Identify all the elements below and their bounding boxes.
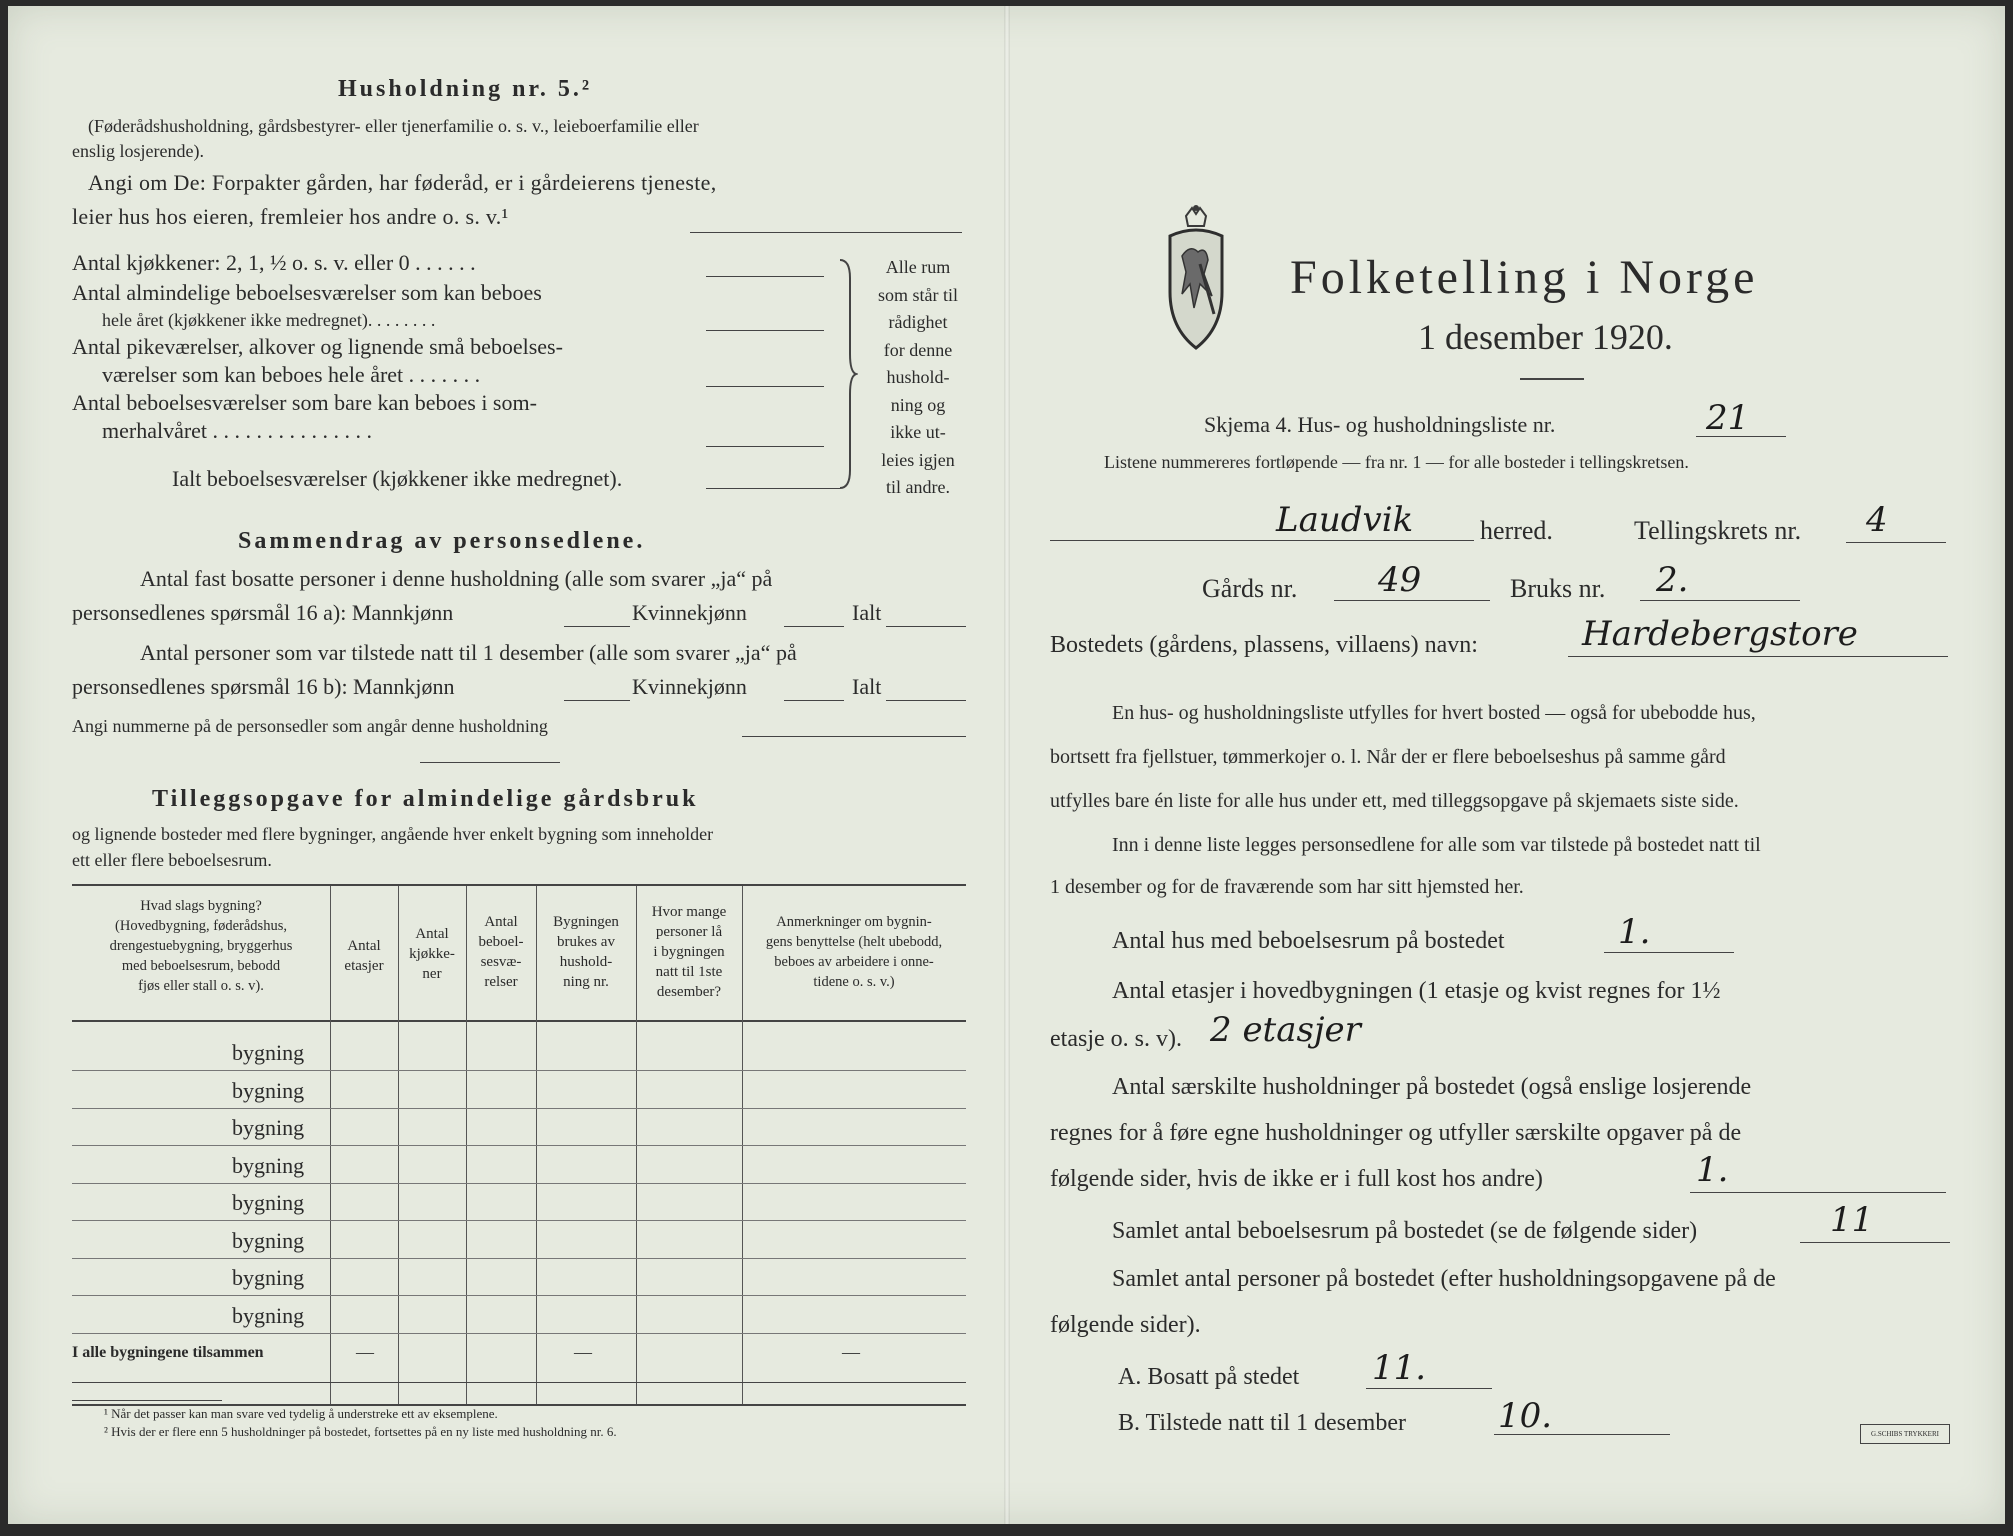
q-etasjer-2: etasje o. s. v). bbox=[1050, 1026, 1182, 1052]
table-header-border bbox=[72, 1020, 966, 1022]
summary-b-2: personsedlenes spørsmål 16 b): Mannkjønn bbox=[72, 674, 455, 699]
table-row-label: bygning bbox=[232, 1265, 305, 1290]
tillegg-1: og lignende bosteder med flere bygninger, angående hver enkelt bygning som inneholder bbox=[72, 824, 714, 844]
bostedet-value: Hardebergstore bbox=[1582, 614, 1858, 654]
table-row-label: bygning bbox=[232, 1227, 305, 1253]
table-row bbox=[72, 1295, 966, 1296]
col-header-personer: Hvor mange personer lå i bygningen natt til 1ste desember? bbox=[651, 904, 727, 1000]
col-header-bygning: Hvad slags bygning? (Hovedbygning, føderådshus, drengestuebygning, bryggerhus med beboelsesrum, bebodd fjøs eller stall o. s. v). bbox=[109, 898, 293, 994]
brace-note-line: til andre. bbox=[886, 477, 950, 497]
instr-3: utfylles bare én liste for alle hus under ett, med tilleggsopgave på skjemaets siste side. bbox=[1050, 790, 1739, 812]
table-row-label: bygning bbox=[232, 1190, 305, 1215]
col-header-husholdning: Bygningen brukes av hushold- ning nr. bbox=[553, 914, 619, 990]
title-rule bbox=[1520, 378, 1584, 380]
pike-line bbox=[706, 386, 824, 387]
brace-note-line: som står til bbox=[878, 284, 958, 305]
footnote-2: ² Hvis der er flere enn 5 husholdninger på bostedet, fortsettes på en ny liste med husholdning nr. 6. bbox=[104, 1424, 617, 1439]
col-header-etasjer: Antal etasjer bbox=[344, 938, 384, 974]
q-sarskilte-1: Antal særskilte husholdninger på bostedet (også enslige losjerende bbox=[1112, 1074, 1752, 1100]
q-hus-line bbox=[1604, 952, 1734, 953]
summary-b-1: Antal personer som var tilstede natt til 1 desember (alle som svarer „ja“ på bbox=[140, 640, 797, 665]
norway-coat-of-arms-icon bbox=[1164, 204, 1228, 352]
bruks-value: 2. bbox=[1656, 560, 1689, 600]
sum-b-mann-line bbox=[564, 700, 630, 701]
q-sarskilte-line bbox=[1690, 1192, 1946, 1193]
brace-note-line: ikke ut- bbox=[890, 422, 946, 442]
bostedet-line bbox=[1568, 656, 1948, 657]
q-etasjer-1: Antal etasjer i hovedbygningen (1 etasje og kvist regnes for 1½ bbox=[1112, 978, 1721, 1004]
divider bbox=[420, 762, 560, 763]
sum-a-mann-line bbox=[564, 626, 630, 627]
kjokkener-line bbox=[706, 276, 824, 277]
nummerne-line bbox=[742, 736, 966, 737]
q-personer-2: følgende sider). bbox=[1050, 1312, 1201, 1338]
table-row-label: bygning bbox=[232, 1302, 305, 1328]
ialt-label: Ialt beboelsesværelser (kjøkkener ikke medregnet). bbox=[172, 466, 623, 491]
brace-note-line: ning og bbox=[890, 394, 946, 415]
q-a-line bbox=[1366, 1388, 1492, 1389]
herred-value: Laudvik bbox=[1276, 500, 1414, 540]
table-top-border bbox=[72, 884, 966, 886]
gards-value: 49 bbox=[1378, 560, 1422, 600]
table-row bbox=[72, 1108, 966, 1109]
q-rum-value: 11 bbox=[1830, 1200, 1874, 1240]
listene-note: Listene nummereres fortløpende — fra nr. 1 — for alle bosteder i tellingskretsen. bbox=[1104, 452, 1689, 472]
total-dash: — bbox=[356, 1342, 374, 1362]
bostedet-label: Bostedets (gårdens, plassens, villaens) navn: bbox=[1050, 632, 1478, 658]
summary-a-1: Antal fast bosatte personer i denne husholdning (alle som svarer „ja“ på bbox=[140, 566, 773, 591]
sommer-line bbox=[706, 446, 824, 447]
summary-a-ialt: Ialt bbox=[852, 600, 882, 625]
table-row bbox=[72, 1145, 966, 1146]
q-rum-line bbox=[1800, 1242, 1950, 1243]
angi-line-2: leier hus hos eieren, fremleier hos andre o. s. v.¹ bbox=[72, 204, 509, 229]
q-rum-label: Samlet antal beboelsesrum på bostedet (se de følgende sider) bbox=[1112, 1218, 1698, 1244]
q-hus-value: 1. bbox=[1618, 912, 1651, 952]
gards-line bbox=[1334, 600, 1490, 601]
census-date: 1 desember 1920. bbox=[1418, 317, 1673, 357]
table-row-label: bygning bbox=[232, 1077, 305, 1103]
brace-icon bbox=[836, 258, 858, 490]
brace-note-line: rådighet bbox=[888, 312, 948, 332]
summary-b-ialt: Ialt bbox=[852, 674, 882, 699]
herred-label: herred. bbox=[1480, 516, 1553, 545]
total-dash: — bbox=[574, 1342, 592, 1362]
skjema-nr-line bbox=[1696, 436, 1786, 437]
household-note-2: enslig losjerende). bbox=[72, 141, 204, 161]
instr-2: bortsett fra fjellstuer, tømmerkojer o. l. Når der er flere beboelseshus på samme gård bbox=[1050, 746, 1726, 768]
summary-title: Sammendrag av personsedlene. bbox=[238, 528, 646, 554]
total-dash: — bbox=[842, 1342, 860, 1362]
skjema-nr-value: 21 bbox=[1706, 398, 1750, 438]
sum-a-ialt-line bbox=[886, 626, 966, 627]
bruks-label: Bruks nr. bbox=[1510, 574, 1606, 603]
table-row-label: bygning bbox=[232, 1152, 305, 1178]
sum-b-ialt-line bbox=[886, 700, 966, 701]
brace-note-line: for denne bbox=[883, 339, 953, 360]
table-row bbox=[72, 1070, 966, 1071]
q-sarskilte-2: regnes for å føre egne husholdninger og utfyller særskilte opgaver på de bbox=[1050, 1120, 1742, 1146]
table-row bbox=[72, 1220, 966, 1221]
printer-stamp: G.SCHIBS TRYKKERI bbox=[1860, 1424, 1950, 1444]
bruks-line bbox=[1640, 600, 1800, 601]
summary-a-kvinne: Kvinnekjønn bbox=[632, 600, 747, 625]
summary-b-kvinne: Kvinnekjønn bbox=[632, 674, 747, 699]
q-etasjer-value: 2 etasjer bbox=[1210, 1010, 1361, 1050]
q-sarskilte-3: følgende sider, hvis de ikke er i full kost hos andre) bbox=[1050, 1166, 1543, 1192]
kjokkener-label: Antal kjøkkener: 2, 1, ½ o. s. v. eller 0 . . . . . . bbox=[72, 250, 476, 275]
brace-note bbox=[862, 254, 974, 502]
tellingskrets-line bbox=[1846, 542, 1946, 543]
alm-label-1: Antal almindelige beboelsesværelser som kan beboes bbox=[72, 280, 542, 305]
q-b-value: 10. bbox=[1498, 1396, 1553, 1436]
footnote-rule bbox=[72, 1400, 222, 1401]
summary-a-2: personsedlenes spørsmål 16 a): Mannkjønn bbox=[72, 600, 454, 625]
brace-note-line: leies igjen bbox=[881, 449, 955, 470]
angi-answer-line bbox=[690, 232, 962, 233]
instr-5: 1 desember og for de fraværende som har sitt hjemsted her. bbox=[1050, 876, 1524, 898]
sommer-label-1: Antal beboelsesværelser som bare kan beboes i som- bbox=[72, 390, 537, 415]
brace-note-line: Alle rum bbox=[885, 257, 951, 277]
sommer-label-2: merhalvåret . . . . . . . . . . . . . . . bbox=[102, 418, 373, 443]
gards-label: Gårds nr. bbox=[1202, 574, 1298, 603]
alm-line bbox=[706, 330, 824, 331]
table-row-label: bygning bbox=[232, 1040, 305, 1065]
col-header-kjokkener: Antal kjøkke- ner bbox=[409, 926, 455, 982]
tellingskrets-value: 4 bbox=[1866, 500, 1888, 540]
table-row bbox=[72, 1183, 966, 1184]
household-title: Husholdning nr. 5.² bbox=[338, 76, 593, 102]
table-row bbox=[72, 1333, 966, 1334]
tillegg-title: Tilleggsopgave for almindelige gårdsbruk bbox=[152, 786, 699, 812]
angi-line-1: Angi om De: Forpakter gården, har føderåd, er i gårdeierens tjeneste, bbox=[88, 170, 717, 195]
pike-label-1: Antal pikeværelser, alkover og lignende små beboelses- bbox=[72, 334, 563, 359]
brace-note-line: hushold- bbox=[886, 367, 950, 387]
instr-1: En hus- og husholdningsliste utfylles for hvert bosted — også for ubebodde hus, bbox=[1112, 702, 1756, 724]
tillegg-2: ett eller flere beboelsesrum. bbox=[72, 850, 272, 870]
sum-b-kvinne-line bbox=[784, 700, 844, 701]
total-row-border bbox=[72, 1382, 966, 1383]
pike-label-2: værelser som kan beboes hele året . . . . . . . bbox=[102, 362, 481, 387]
table-row-label: bygning bbox=[232, 1115, 305, 1140]
q-a-value: 11. bbox=[1372, 1348, 1427, 1388]
q-a-label: A. Bosatt på stedet bbox=[1118, 1364, 1300, 1390]
skjema-label: Skjema 4. Hus- og husholdningsliste nr. bbox=[1204, 412, 1556, 437]
alm-label-2: hele året (kjøkkener ikke medregnet). . . . . . . . bbox=[102, 310, 436, 330]
page-fold bbox=[1004, 6, 1010, 1524]
total-label: I alle bygningene tilsammen bbox=[72, 1344, 264, 1361]
instr-4: Inn i denne liste legges personsedlene for alle som var tilstede på bostedet natt til bbox=[1112, 834, 1761, 856]
sum-a-kvinne-line bbox=[784, 626, 844, 627]
q-personer-1: Samlet antal personer på bostedet (efter husholdningsopgavene på de bbox=[1112, 1266, 1776, 1292]
household-note-1: (Føderådshusholdning, gårdsbestyrer- eller tjenerfamilie o. s. v., leieboerfamilie eller bbox=[88, 116, 699, 136]
herred-line bbox=[1050, 540, 1474, 541]
q-sarskilte-value: 1. bbox=[1696, 1150, 1729, 1190]
q-b-label: B. Tilstede natt til 1 desember bbox=[1118, 1410, 1406, 1436]
col-header-beboelsesvaerelser: Antal beboel- sesvæ- relser bbox=[478, 914, 524, 990]
table-row bbox=[72, 1258, 966, 1259]
ialt-line bbox=[706, 488, 840, 489]
main-title: Folketelling i Norge bbox=[1290, 251, 1759, 304]
q-hus-label: Antal hus med beboelsesrum på bostedet bbox=[1112, 928, 1505, 954]
col-header-anmerkninger: Anmerkninger om bygnin- gens benyttelse (helt ubebodd, beboes av arbeidere i onne- tidene o. s. v.) bbox=[765, 914, 943, 990]
footnote-1: ¹ Når det passer kan man svare ved tydelig å understreke ett av eksemplene. bbox=[104, 1406, 498, 1421]
tellingskrets-label: Tellingskrets nr. bbox=[1634, 516, 1802, 545]
nummerne-label: Angi nummerne på de personsedler som angår denne husholdning bbox=[72, 716, 548, 736]
